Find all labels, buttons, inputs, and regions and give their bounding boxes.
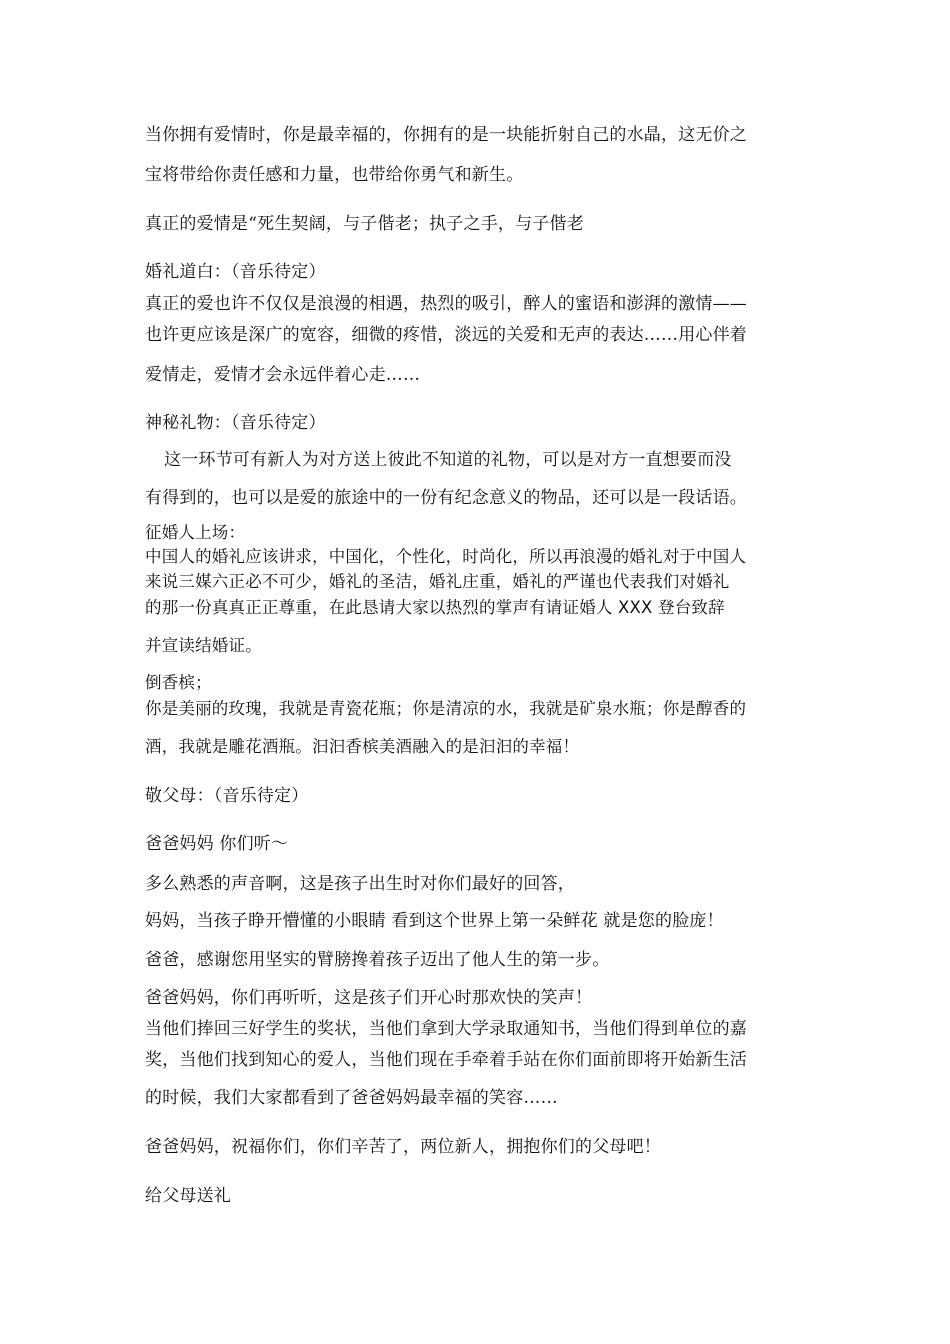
text-line: 爸爸，感谢您用坚实的臂膀搀着孩子迈出了他人生的第一步。	[145, 950, 610, 970]
text-line: 也许更应该是深广的宽容，细微的疼惜，淡远的关爱和无声的表达……用心伴着	[145, 325, 747, 345]
section-heading: 征婚人上场：	[145, 523, 246, 542]
text-line: 真正的爱也许不仅仅是浪漫的相遇，热烈的吸引，醉人的蜜语和澎湃的激情——	[145, 294, 747, 314]
text-line: 宝将带给你责任感和力量，也带给你勇气和新生。	[145, 165, 524, 185]
section-heading: 婚礼道白：（音乐待定）	[145, 262, 326, 282]
section-heading: 倒香槟；	[145, 673, 212, 692]
section-heading: 神秘礼物：（音乐待定）	[145, 413, 326, 433]
text-line: 爱情走，爱情才会永远伴着心走……	[145, 365, 421, 385]
text-line: 当你拥有爱情时，你是最幸福的，你拥有的是一块能折射自己的水晶，这无价之	[145, 125, 747, 145]
text-line: 当他们捧回三好学生的奖状，当他们拿到大学录取通知书，当他们得到单位的嘉	[145, 1019, 747, 1039]
text-line: 爸爸妈妈 你们听～	[145, 834, 289, 854]
text-line: 爸爸妈妈，你们再听听，这是孩子们开心时那欢快的笑声！	[145, 988, 593, 1008]
text-line: 你是美丽的玫瑰，我就是青瓷花瓶；你是清凉的水，我就是矿泉水瓶；你是醇香的	[145, 699, 747, 718]
text-line: 的时候，我们大家都看到了爸爸妈妈最幸福的笑容……	[145, 1088, 558, 1108]
text-line: 爸爸妈妈，祝福你们，你们辛苦了，两位新人，拥抱你们的父母吧！	[145, 1137, 661, 1157]
text-line: 来说三媒六正必不可少，婚礼的圣洁，婚礼庄重，婚礼的严谨也代表我们对婚礼	[145, 572, 730, 591]
text-line: 多么熟悉的声音啊，这是孩子出生时对你们最好的回答，	[145, 874, 575, 894]
text-line: 这一环节可有新人为对方送上彼此不知道的礼物，可以是对方一直想要而没	[164, 450, 732, 470]
text-line: 妈妈，当孩子睁开懵懂的小眼睛 看到这个世界上第一朵鲜花 就是您的脸庞！	[145, 911, 724, 931]
text-line: 并宣读结婚证。	[145, 636, 262, 655]
text-line: 酒，我就是雕花酒瓶。汩汩香槟美酒融入的是汩汩的幸福！	[145, 737, 580, 756]
text-line: 的那一份真真正正尊重，在此恳请大家以热烈的掌声有请证婚人 XXX 登台致辞	[145, 598, 725, 617]
text-line: 有得到的，也可以是爱的旅途中的一份有纪念意义的物品，还可以是一段话语。	[145, 488, 747, 508]
text-line: 中国人的婚礼应该讲求，中国化，个性化，时尚化，所以再浪漫的婚礼对于中国人	[145, 547, 747, 566]
section-heading: 给父母送礼	[145, 1186, 231, 1206]
section-heading: 敬父母：（音乐待定）	[145, 786, 309, 806]
text-line: 奖，当他们找到知心的爱人，当他们现在手牵着手站在你们面前即将开始新生活	[145, 1050, 747, 1070]
text-line: 真正的爱情是“死生契阔，与子偕老；执子之手，与子偕老	[145, 214, 584, 234]
